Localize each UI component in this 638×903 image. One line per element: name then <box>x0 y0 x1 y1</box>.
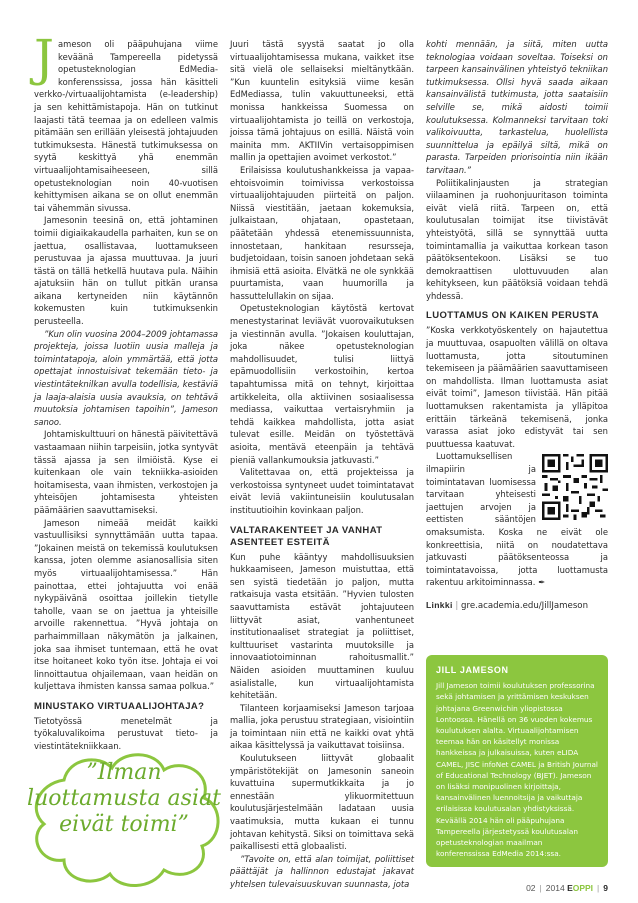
pull-quote-line: eivät toimi” <box>59 812 189 837</box>
body-paragraph: Kun puhe kääntyy mahdollisuuksien hukkaamiseen, Jameson muistuttaa, että sen syistä tiedetään jo paljon, mutta ratkaisuja vasta etsitään. ”Hyvien tulosten saavuttamista estävät johtajuuteen liittyvät asiat, vanhentuneet institutionaaliset strategiat ja poliittiset, kulttuuriset vastarinta muutoksille ja innovaatiotoiminnan rahoitusmallit.” Näiden asioiden muuttaminen kuuluu asialistalle, kun virtuaalijohtamista kehitetään. <box>230 551 414 701</box>
logo-oppi: OPPI <box>572 883 594 893</box>
footer-separator: | <box>597 883 600 893</box>
author-bio-box <box>426 655 608 867</box>
body-paragraph: Erilaisissa koulutushankkeissa ja vapaa-ehtoisvoimin toimivissa verkostoissa virtuaalijohtajuuden piirteitä on paljon. Niissä viestitään, jaetaan kokemuksia, julkaistaan, ohjataan, opastetaan, päätetään yhdessä etenemissuunnista, innostetaan, hankitaan resursseja, budjetoidaan, toisin sanoen johdetaan sekä ihmisiä että asioita. Elvätkä ne ole synkkää puurtamista, vaan huumorilla ja hassuttelullakin on sijaa. <box>230 164 414 301</box>
qr-code-icon[interactable] <box>542 454 608 520</box>
body-paragraph: ”Koska verkkotyöskentely on hajautettua ja muuttuvaa, osapuolten välillä on oltava luottamusta, jotta sitoutuminen tekemiseen ja päämäärien saavuttamiseen on mahdollista. Ilman luottamusta asiat eivät toimi”, Jameson tiivistää. Hän pitää luottamuksen rakentamista ja ylläpitoa erittäin tärkeänä tekemisenä, jonka varassa asiat joko edistyvät tai sen puuttuessa kaatuvat. <box>426 325 608 449</box>
pull-quote-line: luottamusta asiat <box>27 786 221 811</box>
qr-paragraph-wrap <box>426 450 608 589</box>
page-footer <box>526 883 608 893</box>
drop-cap: J <box>34 29 55 87</box>
magazine-logo <box>567 883 593 893</box>
body-paragraph: Jameson nimeää meidät kaikki vastuullisiksi synnyttämään uutta tapaa. ”Jokainen meistä on tekemissä koulutuksen kanssa, joten olemme asianosallisia siten myös virtuaalijohtamisessa.” Hän painottaa, ettei johtajuutta voi enää nykypäivänä osoittaa joillekin tietylle taholle, vaan se on jaettua ja yhteisille arvoille rakennettua. ”Hyvä johtaja on parhaimmillaan näkymätön ja jalkainen, joka saa ihmiset tuntemaan, että he ovat itse hoitaneet koko työn itse. Johtaja ei voi linnoittautua ohjailemaan, vaan heidän on kuljettava ihmisten kanssa samaa polkua.” <box>34 517 218 692</box>
body-paragraph: Tietotyössä menetelmät ja työkaluvalikoima perustuvat tieto- ja viestintätekniikkaan. <box>34 715 218 752</box>
footer-separator: | <box>539 883 542 893</box>
body-paragraph: Johtamiskulttuuri on hänestä päivitettävä vastaamaan niihin tarpeisiin, jotka syntyvät tässä ajassa ja sen ilmiöistä. Kyse ei kuitenkaan ole vain tekniikka-asioiden hoitamisesta, vaan ihmisten, verkostojen ja yhteisöjen johtamisesta yhteisten päämäärien saavuttamiseksi. <box>34 429 218 515</box>
intro-paragraph <box>34 29 218 214</box>
link-url[interactable]: gre.academia.edu/JillJameson <box>461 600 589 611</box>
body-paragraph: Koulutukseen liittyvät globaalit ympäristötekijät on Jamesonin saneoin kuvattuina supermutkikkaita ja jo ennestään ylikuormitettuun koulutusjärjestelmään ladataan uusia vaatimuksia, mutta kukaan ei tunnu johtavan kehitystä. Siksi on toimittava sekä paikallisesti että globaalisti. <box>230 753 414 852</box>
intro-text: ameson oli pääpuhujana viime keväänä Tampereella pidetyssä opetusteknologian EdMedia-konferenssissa, jossa hän käsitteli verkko-/virtuaalijohtamista (e-leadership) ja sen kehittämistapoja. Hän on tutkinut laajasti tätä teemaa ja on edelleen valmis pitämään sen erillään yleisestä johtajuuden tutkimuksesta. Hänestä tutkimuksessa on syytä keskittyä yhä enemmän virtuaalijohtamisaiheeseen, sillä opetusteknologian noin 40-vuotisen kehittymisen aikana se on ollut enemmän tai vähemmän sivussa. <box>34 39 218 213</box>
link-label: Linkki <box>426 599 453 610</box>
page-number: 9 <box>603 883 608 893</box>
logo-e: E <box>567 883 573 893</box>
body-paragraph: Juuri tästä syystä saatat jo olla virtuaalijohtamisessa mukana, vaikket itse sitä vielä ole sellaiseksi mieltänytkään. ”Kun kuuntelin esityksiä viime kesän EdMediassa, tulin vakuuttuneeksi, että monissa hankkeissa Suomessa on virtuaalijohtamista jo teillä on verkostoja, joissa tämä johtajuus on esillä. Näistä voin mainita mm. AKTIIVin vertaisoppimisen mallin ja opettajien avoimet verkostot.” <box>230 39 414 163</box>
body-text: Luottamuksellisen ilmapiirin ja toimintatavan luomisessa tarvitaan yhteisesti jaettujen arvojen ja eettisten sääntöjen omaksumista. Koska ne eivät ole konkreettisia, niitä on noudatettava jatkuvasti päätöksenteossa ja toimintatavoissa, jotta luottamusta rakentuu arkitoiminnassa. <box>426 451 608 588</box>
pull-quote <box>24 760 224 838</box>
body-paragraph: Opetusteknologian käytöstä kertovat menestystarinat leviävät vuorovaikutuksen ja viestinnän avulla. ”Jokaisen kouluttajan, joka näkee opetusteknologian mahdollisuudet, tulisi liittyä epämuodollisiin verkostoihin, kertoa tapahtumissa mitä on tehnyt, kirjoittaa artikkeleita, olla aktiivinen sosiaalisessa mediassa, vaikuttaa vertaisryhmiin ja tehdä kaikkea mahdollista, jotta asiat tulevat esille. Meidän on työstettävä asioita, mentävä eteenpäin ja tehtävä pieniä vallankumouksia jatkuvasti.” <box>230 303 414 465</box>
article-column-2 <box>230 38 414 891</box>
article-link <box>426 599 608 613</box>
bio-text: Jill Jameson toimii koulutuksen professorina sekä johtamisen ja yrittämisen keskuksen johtajana Greenwichin yliopistossa Lontoossa. Hänellä on 36 vuoden kokemus koulutuksen alalta. Virtuaalijohtamisen teemaa hän on käsitellyt monissa hankkeissa ja julkaisuissa, kuten eLIDA CAMEL, JISC infoNet CAMEL ja British Journal of Educational Technology (BJET). Jameson on lisäksi monipuolinen kirjoittaja, kansainvälinen luennoitsija ja vaikuttaja erilaisissa koulutusalan yhdistyksissä. Keväällä 2014 hän oli pääpuhujana Tampereella järjestetyssä koulutusalan opetusteknologian maailman konferenssissa EdMedia 2014:ssa. <box>436 681 598 859</box>
section-heading: VALTARAKENTEET JA VANHAT ASENTEET ESTEITÄ <box>230 524 383 548</box>
body-paragraph: Valitettavaa on, että projekteissa ja verkostoissa syntyneet uudet toimintatavat eivät leviä vakiintuneisiin koulutusalan instituutioihin kovinkaan paljon. <box>230 467 414 515</box>
issue-year: 2014 <box>545 883 565 893</box>
article-column-3 <box>426 38 608 613</box>
body-paragraph: Jamesonin teesinä on, että johtaminen toimii digiaikakaudella parhaiten, kun se on jaettua, osallistavaa, luottamukseen perustuvaa ja ajassa muuttuvaa. Ja juuri tästä on tällä hetkellä huutava pula. Näihin ajatuksiin hän on tullut pitkän uransa aikana kertyneiden niin käytännön kokemusten kuin tutkimuksenkin perusteella. <box>34 215 218 327</box>
issue-number: 02 <box>526 883 536 893</box>
section-heading: LUOTTAMUS ON KAIKEN PERUSTA <box>426 310 600 322</box>
body-paragraph: ”Tavoite on, että alan toimijat, poliittiset päättäjät ja hallinnon edustajat jakavat yhtelsen tulevaisuuskuvan suunnasta, jota <box>230 853 414 889</box>
body-paragraph: Poliitikalinjausten ja strategian viilaaminen ja ruohonjuuritason toiminta eivät vielä riitä. Tarpeen on, että koulutusalan toimijat itse tiivistävät yhteistyötä, sillä se synnyttää uutta toimintamallia ja vaikuttaa korkean tason päätöksentekoon. Lisäksi se tuo demokraattisen ulottuvuuden alan kehitykseen, kun päätöksiä voidaan tehdä yhdessä. <box>426 177 608 301</box>
article-column-1 <box>34 29 218 753</box>
pull-quote-line: ”Ilman <box>86 760 162 785</box>
body-paragraph: kohti mennään, ja siitä, miten uutta teknologiaa voidaan soveltaa. Toiseksi on tarpeen kansainvälinen yhteistyö tekniikan tutkimuksessa. Ollsi hyvä saada aikaan kansainvälistä tutkimusta, jotta saataisiin selville se, mikä aidosti toimii koulutuksessa. Kolmanneksi tarvitaan toki valikoivuutta, tarkastelua, huolellista suunnittelua ja epäilyä siltä, mikä on parasta. Tarpeiden priorisointia niin ikään tarvitaan.” <box>426 39 608 175</box>
section-heading: MINUSTAKO VIRTUAALIJOHTAJA? <box>34 700 205 712</box>
bio-title: JILL JAMESON <box>436 665 509 675</box>
body-paragraph: ”Kun olin vuosina 2004–2009 johtamassa projekteja, joissa luotiin uusia malleja ja toimintatapoja, aloin ymmärtää, että jotta opettajat innostuisivat tekemään tieto- ja viestintäteknilkan avulla todellisia, kestäviä ja laaja-alaisia uusia avauksia, on tehtävä muutoksia johtamisen tapoihin”, Jameson sanoo. <box>34 328 218 427</box>
body-paragraph: Tilanteen korjaamiseksi Jameson tarjoaa mallia, joka perustuu strategiaan, visiointiin ja toimintaan niin että ne kaikki ovat yhtä aikaa käsittelyssä ja vaikuttavat toisiinsa. <box>230 702 414 751</box>
link-separator: | <box>455 600 459 611</box>
end-mark-icon: ✒ <box>538 577 546 588</box>
